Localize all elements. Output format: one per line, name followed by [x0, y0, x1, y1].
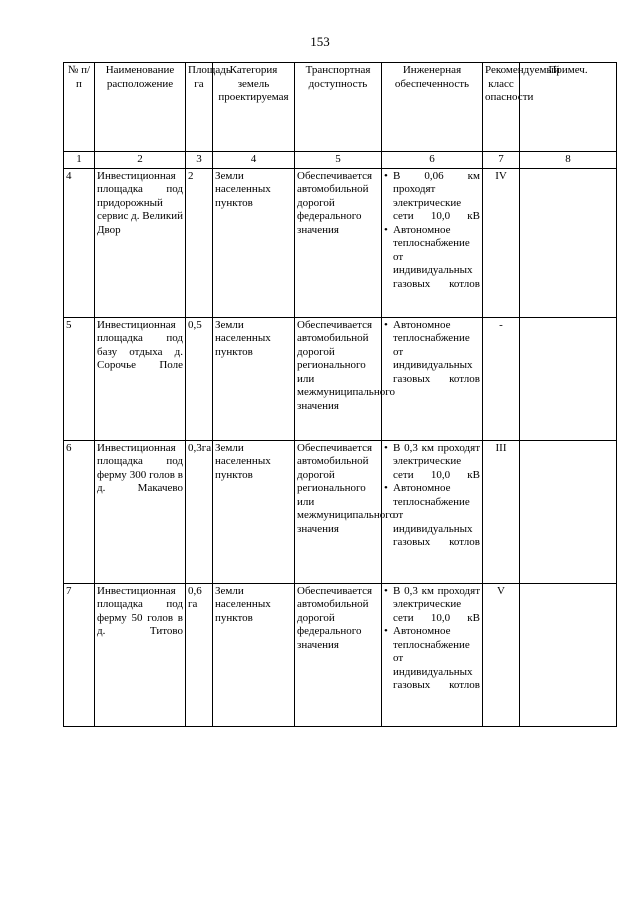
row-category: Земли населенных пунктов [213, 583, 295, 726]
page-number: 153 [310, 34, 330, 49]
column-number: 6 [382, 152, 483, 169]
row-hazard-class: IV [483, 168, 520, 317]
column-number: 1 [64, 152, 95, 169]
row-hazard-class: III [483, 440, 520, 583]
header-transport: Транспортная доступность [295, 63, 382, 152]
row-num: 5 [64, 317, 95, 440]
column-number: 2 [95, 152, 186, 169]
table-row [64, 168, 617, 317]
row-name: Инвестиционная площадка под базу отдыха д. Сорочье Поле [95, 317, 186, 440]
engineering-item: • Автономное теплоснабжение от индивидуальных газовых котлов [384, 319, 480, 387]
header-engineering: Инженерная обеспеченность [382, 63, 483, 152]
column-number: 5 [295, 152, 382, 169]
row-note [520, 168, 617, 317]
column-number: 4 [213, 152, 295, 169]
row-area: 2 [186, 168, 213, 317]
table-row [64, 317, 617, 440]
row-name: Инвестиционная площадка под ферму 300 голов в д. Макачево [95, 440, 186, 583]
investment-sites-table [63, 62, 617, 727]
row-note [520, 583, 617, 726]
row-hazard-class: V [483, 583, 520, 726]
header-name: Наименование расположение [95, 63, 186, 152]
row-area: 0,3га [186, 440, 213, 583]
column-number: 3 [186, 152, 213, 169]
engineering-item: • Автономное теплоснабжение от индивидуальных газовых котлов [384, 625, 480, 693]
column-number: 8 [520, 152, 617, 169]
header-num: № п/п [64, 63, 95, 152]
engineering-item: • Автономное теплоснабжение от индивидуальных газовых котлов [384, 224, 480, 292]
table-row [64, 583, 617, 726]
row-name: Инвестиционная площадка под ферму 50 голов в д. Титово [95, 583, 186, 726]
engineering-item: • В 0,3 км проходят электрические сети 10,0 кВ [384, 585, 480, 626]
row-transport: Обеспечивается автомобильной дорогой федерального значения [295, 168, 382, 317]
row-name: Инвестиционная площадка под придорожный сервис д. Великий Двор [95, 168, 186, 317]
engineering-item: • В 0,06 км проходят электрические сети 10,0 кВ [384, 170, 480, 224]
column-number: 7 [483, 152, 520, 169]
engineering-item: • Автономное теплоснабжение от индивидуальных газовых котлов [384, 482, 480, 550]
column-number-row [64, 152, 617, 169]
row-num: 7 [64, 583, 95, 726]
row-note [520, 440, 617, 583]
row-hazard-class: - [483, 317, 520, 440]
row-transport: Обеспечивается автомобильной дорогой регионального или межмуниципального значения [295, 317, 382, 440]
header-row [64, 63, 617, 152]
row-transport: Обеспечивается автомобильной дорогой регионального или межмуниципального значения [295, 440, 382, 583]
row-category: Земли населенных пунктов [213, 317, 295, 440]
row-area: 0,6 га [186, 583, 213, 726]
row-engineering [382, 168, 483, 317]
header-note: Примеч. [520, 63, 617, 152]
engineering-item: • В 0,3 км проходят электрические сети 10,0 кВ [384, 442, 480, 483]
header-area: Площадь га [186, 63, 213, 152]
row-transport: Обеспечивается автомобильной дорогой федерального значения [295, 583, 382, 726]
header-category: Категория земель проектируемая [213, 63, 295, 152]
row-num: 6 [64, 440, 95, 583]
row-note [520, 317, 617, 440]
row-area: 0,5 [186, 317, 213, 440]
row-category: Земли населенных пунктов [213, 168, 295, 317]
table-row [64, 440, 617, 583]
row-category: Земли населенных пунктов [213, 440, 295, 583]
row-engineering [382, 440, 483, 583]
header-hazard-class: Рекомендуемый класс опасности [483, 63, 520, 152]
row-engineering [382, 583, 483, 726]
row-engineering [382, 317, 483, 440]
row-num: 4 [64, 168, 95, 317]
